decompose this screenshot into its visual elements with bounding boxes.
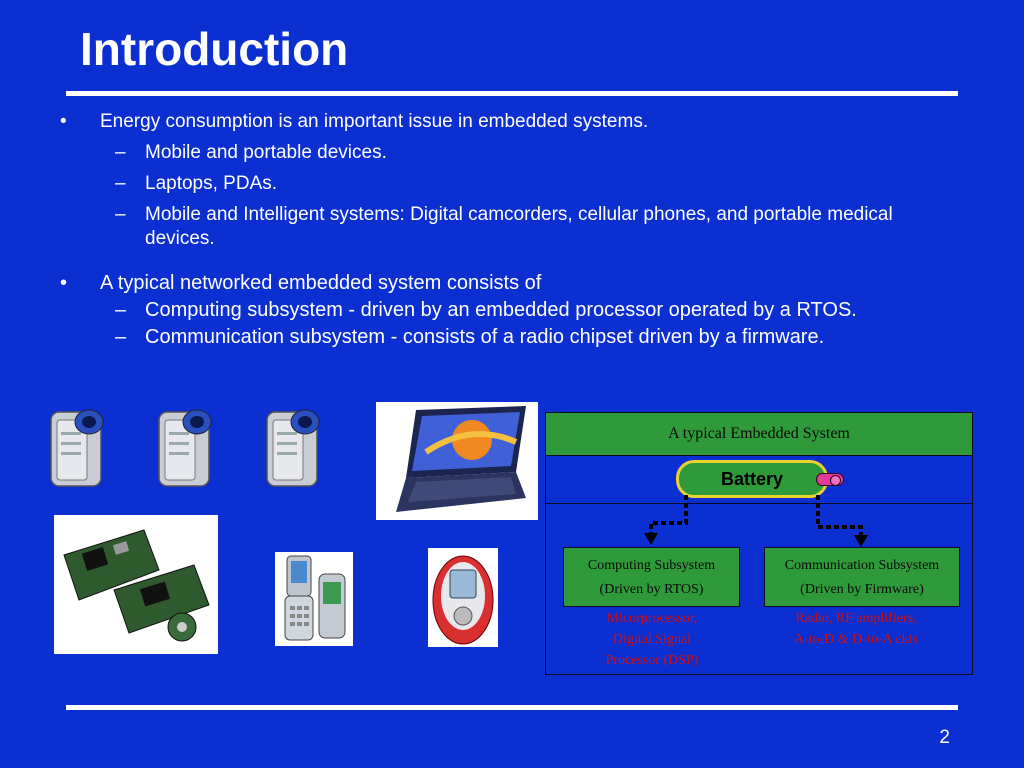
sub-bullet-mark: – <box>115 173 126 194</box>
cell-phone-image <box>275 552 353 646</box>
note-line: Digital Signal <box>612 632 692 647</box>
camcorder-image <box>261 402 323 490</box>
page-number: 2 <box>939 727 950 748</box>
title-divider <box>66 91 958 96</box>
note-line: Radio, RF amplifiers, <box>795 611 917 626</box>
bullet-list <box>58 110 978 349</box>
sub-bullet-text: Mobile and portable devices. <box>145 142 387 163</box>
sub-bullet-text: Laptops, PDAs. <box>145 173 278 194</box>
laptop-image <box>376 402 538 520</box>
sub-bullet-item <box>58 325 978 349</box>
bullet-item <box>58 271 978 295</box>
computing-subsystem-driver: (Driven by RTOS) <box>599 582 704 597</box>
note-line: A-to-D & D-to-A ckts <box>793 632 919 647</box>
sub-bullet-item <box>58 141 978 165</box>
bullet-item <box>58 110 978 134</box>
sub-bullet-item <box>58 203 978 251</box>
battery-box: Battery <box>676 460 828 498</box>
camcorder-image <box>153 402 215 490</box>
bullet-group-energy <box>58 110 978 251</box>
sub-bullet-item <box>58 298 978 322</box>
communication-subsystem-box <box>764 547 960 607</box>
communication-subsystem-title: Communication Subsystem <box>784 558 940 573</box>
computing-subsystem-box <box>563 547 740 607</box>
sub-bullet-text: Communication subsystem - consists of a radio chipset driven by a firmware. <box>145 326 825 348</box>
bullet-group-system <box>58 271 978 349</box>
communication-components-note <box>766 608 946 650</box>
bullet-text: Energy consumption is an important issue in embedded systems. <box>100 111 649 132</box>
sub-bullet-item <box>58 172 978 196</box>
embedded-system-diagram <box>545 412 973 675</box>
sub-bullet-mark: – <box>115 142 126 163</box>
diagram-header: A typical Embedded System <box>546 413 972 456</box>
computing-components-note <box>566 608 738 671</box>
note-line: Micorprocessor, <box>606 611 698 626</box>
bullet-mark: • <box>60 111 67 132</box>
computing-subsystem-title: Computing Subsystem <box>587 558 716 573</box>
sub-bullet-text: Computing subsystem - driven by an embedded processor operated by a RTOS. <box>145 299 857 321</box>
footer-divider <box>66 705 958 710</box>
mp3-player-image <box>428 548 498 647</box>
sub-bullet-mark: – <box>115 326 127 348</box>
communication-subsystem-driver: (Driven by Firmware) <box>800 582 924 597</box>
slide-title: Introduction <box>80 23 349 75</box>
bullet-text: A typical networked embedded system consists of <box>100 272 542 294</box>
note-line: Processor (DSP) <box>605 653 699 668</box>
sub-bullet-mark: – <box>115 299 127 321</box>
circuit-board-image <box>54 515 218 654</box>
camcorder-image <box>45 402 107 490</box>
bullet-mark: • <box>60 272 68 294</box>
sub-bullet-mark: – <box>115 204 126 225</box>
sub-bullet-text: Mobile and Intelligent systems: Digital camcorders, cellular phones, and portable medical devices. <box>145 204 893 249</box>
